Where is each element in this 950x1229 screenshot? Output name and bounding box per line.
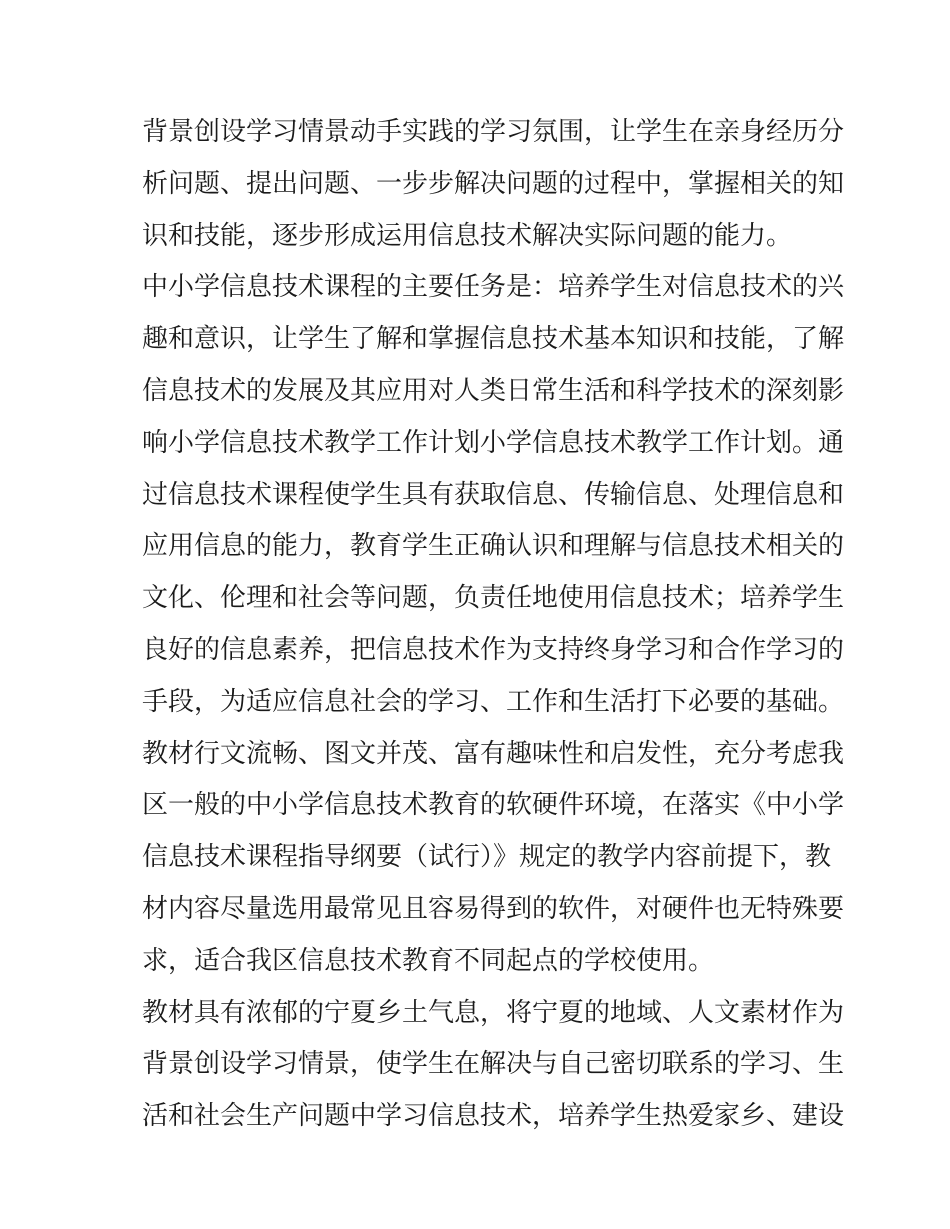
text-line: 手段，为适应信息社会的学习、工作和生活打下必要的基础。 [142,686,845,717]
text-line: 良好的信息素养，把信息技术作为支持终身学习和合作学习的 [142,634,845,665]
text-line: 信息技术的发展及其应用对人类日常生活和科学技术的深刻影 [142,375,845,406]
text-line: 教材行文流畅、图文并茂、富有趣味性和启发性，充分考虑我 [142,738,845,769]
text-line: 背景创设学习情景动手实践的学习氛围，让学生在亲身经历分 [142,117,845,147]
text-line: 材内容尽量选用最常见且容易得到的软件，对硬件也无特殊要 [142,893,845,924]
paragraph-1 [142,107,845,262]
text-line: 文化、伦理和社会等问题，负责任地使用信息技术；培养学生 [142,583,845,614]
text-line: 教材具有浓郁的宁夏乡土气息，将宁夏的地域、人文素材作为 [142,997,845,1028]
text-line: 活和社会生产问题中学习信息技术，培养学生热爱家乡、建设 [142,1101,845,1132]
text-line: 求，适合我区信息技术教育不同起点的学校使用。 [142,945,715,976]
text-line: 识和技能，逐步形成运用信息技术解决实际问题的能力。 [142,220,793,251]
paragraph-2 [142,262,845,728]
text-line: 过信息技术课程使学生具有获取信息、传输信息、处理信息和 [142,479,845,510]
text-line: 趣和意识，让学生了解和掌握信息技术基本知识和技能，了解 [142,324,845,355]
text-line: 背景创设学习情景，使学生在解决与自己密切联系的学习、生 [142,1049,845,1080]
paragraph-4 [142,988,845,1143]
text-line: 应用信息的能力，教育学生正确认识和理解与信息技术相关的 [142,531,845,562]
text-line: 析问题、提出问题、一步步解决问题的过程中，掌握相关的知 [142,168,845,199]
document-body [142,107,845,1143]
text-line: 区一般的中小学信息技术教育的软硬件环境，在落实《中小学 [142,790,845,821]
text-line: 响小学信息技术教学工作计划小学信息技术教学工作计划。通 [142,427,845,458]
text-line: 信息技术课程指导纲要（试行）》规定的教学内容前提下，教 [142,842,832,873]
text-line: 中小学信息技术课程的主要任务是：培养学生对信息技术的兴 [142,272,845,303]
paragraph-3 [142,729,845,988]
